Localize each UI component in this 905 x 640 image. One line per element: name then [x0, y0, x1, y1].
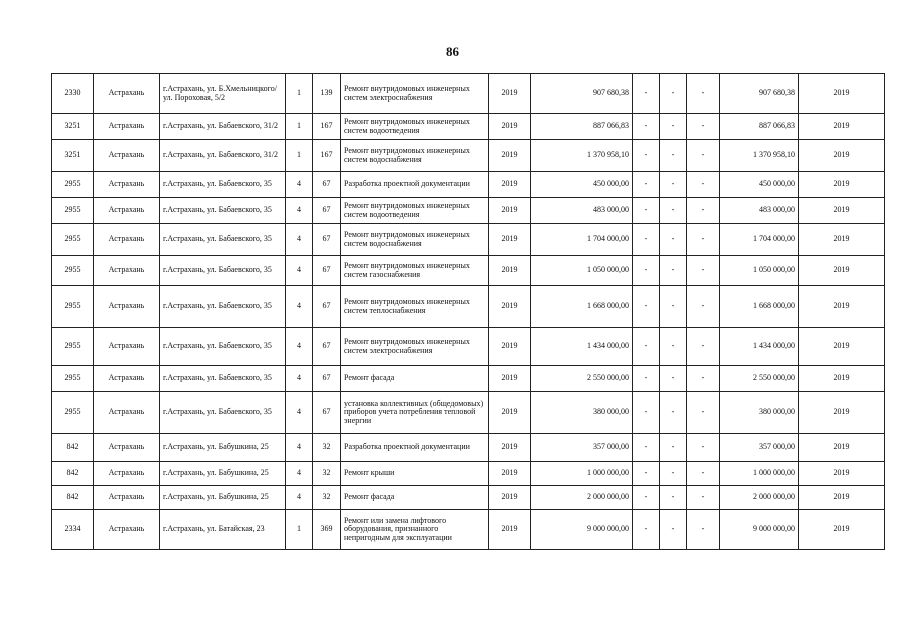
cost-cell: 1 704 000,00: [531, 224, 633, 256]
apartments-cell: 32: [313, 462, 341, 486]
address-cell: г.Астрахань, ул. Бабаевского, 31/2: [160, 140, 286, 172]
dash-cell: -: [687, 286, 720, 328]
dash-cell: -: [633, 172, 660, 198]
floors-cell: 1: [286, 140, 313, 172]
table-row: [52, 256, 885, 286]
work-type-cell: Разработка проектной документации: [341, 434, 489, 462]
floors-cell: 4: [286, 172, 313, 198]
dash-cell: -: [660, 286, 687, 328]
address-cell: г.Астрахань, ул. Бабушкина, 25: [160, 486, 286, 510]
floors-cell: 4: [286, 434, 313, 462]
cost-cell: 9 000 000,00: [531, 510, 633, 550]
address-cell: г.Астрахань, ул. Бабаевского, 35: [160, 172, 286, 198]
cost-cell: 2 550 000,00: [531, 366, 633, 392]
page-number: 86: [446, 44, 459, 59]
apartments-cell: 369: [313, 510, 341, 550]
apartments-cell: 67: [313, 198, 341, 224]
table-row: [52, 74, 885, 114]
year-cell: 2019: [489, 486, 531, 510]
dash-cell: -: [687, 434, 720, 462]
apartments-cell: 32: [313, 434, 341, 462]
work-type-cell: Ремонт фасада: [341, 366, 489, 392]
apartments-cell: 67: [313, 392, 341, 434]
total-cost-cell: 380 000,00: [720, 392, 799, 434]
work-type-cell: Ремонт внутридомовых инженерных систем электроснабжения: [341, 74, 489, 114]
dash-cell: -: [687, 224, 720, 256]
city-cell: Астрахань: [94, 366, 160, 392]
dash-cell: -: [633, 140, 660, 172]
end-year-cell: 2019: [799, 114, 885, 140]
work-type-cell: Ремонт внутридомовых инженерных систем теплоснабжения: [341, 286, 489, 328]
work-type-cell: Ремонт фасада: [341, 486, 489, 510]
city-cell: Астрахань: [94, 392, 160, 434]
dash-cell: -: [633, 462, 660, 486]
total-cost-cell: 907 680,38: [720, 74, 799, 114]
year-cell: 2019: [489, 114, 531, 140]
apartments-cell: 32: [313, 486, 341, 510]
cost-cell: 357 000,00: [531, 434, 633, 462]
row-id: 3251: [52, 114, 94, 140]
work-type-cell: Разработка проектной документации: [341, 172, 489, 198]
row-id: 2955: [52, 366, 94, 392]
end-year-cell: 2019: [799, 224, 885, 256]
city-cell: Астрахань: [94, 286, 160, 328]
total-cost-cell: 2 000 000,00: [720, 486, 799, 510]
end-year-cell: 2019: [799, 462, 885, 486]
dash-cell: -: [660, 392, 687, 434]
work-type-cell: установка коллективных (общедомовых) приборов учета потребления тепловой энергии: [341, 392, 489, 434]
apartments-cell: 67: [313, 224, 341, 256]
row-id: 2955: [52, 328, 94, 366]
year-cell: 2019: [489, 434, 531, 462]
work-type-cell: Ремонт внутридомовых инженерных систем водоотведения: [341, 198, 489, 224]
cost-cell: 1 370 958,10: [531, 140, 633, 172]
city-cell: Астрахань: [94, 140, 160, 172]
address-cell: г.Астрахань, ул. Бабушкина, 25: [160, 462, 286, 486]
total-cost-cell: 2 550 000,00: [720, 366, 799, 392]
end-year-cell: 2019: [799, 486, 885, 510]
total-cost-cell: 1 668 000,00: [720, 286, 799, 328]
total-cost-cell: 1 704 000,00: [720, 224, 799, 256]
cost-cell: 483 000,00: [531, 198, 633, 224]
year-cell: 2019: [489, 286, 531, 328]
apartments-cell: 67: [313, 328, 341, 366]
table-row: [52, 286, 885, 328]
end-year-cell: 2019: [799, 328, 885, 366]
address-cell: г.Астрахань, ул. Бабаевского, 35: [160, 366, 286, 392]
row-id: 3251: [52, 140, 94, 172]
table-row: [52, 198, 885, 224]
dash-cell: -: [660, 74, 687, 114]
row-id: 2955: [52, 256, 94, 286]
address-cell: г.Астрахань, ул. Бабаевского, 31/2: [160, 114, 286, 140]
floors-cell: 1: [286, 510, 313, 550]
end-year-cell: 2019: [799, 198, 885, 224]
year-cell: 2019: [489, 74, 531, 114]
cost-cell: 907 680,38: [531, 74, 633, 114]
city-cell: Астрахань: [94, 462, 160, 486]
dash-cell: -: [687, 486, 720, 510]
work-type-cell: Ремонт внутридомовых инженерных систем водоснабжения: [341, 224, 489, 256]
dash-cell: -: [687, 366, 720, 392]
dash-cell: -: [660, 172, 687, 198]
total-cost-cell: 450 000,00: [720, 172, 799, 198]
cost-cell: 2 000 000,00: [531, 486, 633, 510]
dash-cell: -: [687, 198, 720, 224]
table-row: [52, 366, 885, 392]
dash-cell: -: [633, 224, 660, 256]
address-cell: г.Астрахань, ул. Бабаевского, 35: [160, 256, 286, 286]
table-row: [52, 510, 885, 550]
dash-cell: -: [687, 462, 720, 486]
city-cell: Астрахань: [94, 434, 160, 462]
dash-cell: -: [633, 256, 660, 286]
end-year-cell: 2019: [799, 74, 885, 114]
address-cell: г.Астрахань, ул. Б.Хмельницкого/ул. Пороховая, 5/2: [160, 74, 286, 114]
work-type-cell: Ремонт внутридомовых инженерных систем водоотведения: [341, 114, 489, 140]
cost-cell: 1 668 000,00: [531, 286, 633, 328]
floors-cell: 4: [286, 224, 313, 256]
city-cell: Астрахань: [94, 114, 160, 140]
dash-cell: -: [633, 286, 660, 328]
year-cell: 2019: [489, 140, 531, 172]
total-cost-cell: 1 370 958,10: [720, 140, 799, 172]
apartments-cell: 167: [313, 114, 341, 140]
row-id: 2955: [52, 392, 94, 434]
dash-cell: -: [660, 224, 687, 256]
dash-cell: -: [687, 140, 720, 172]
dash-cell: -: [660, 366, 687, 392]
city-cell: Астрахань: [94, 510, 160, 550]
dash-cell: -: [633, 74, 660, 114]
dash-cell: -: [660, 462, 687, 486]
dash-cell: -: [687, 392, 720, 434]
cost-cell: 450 000,00: [531, 172, 633, 198]
table-row: [52, 486, 885, 510]
dash-cell: -: [660, 198, 687, 224]
table-row: [52, 114, 885, 140]
work-type-cell: Ремонт крыши: [341, 462, 489, 486]
city-cell: Астрахань: [94, 328, 160, 366]
end-year-cell: 2019: [799, 434, 885, 462]
dash-cell: -: [687, 256, 720, 286]
city-cell: Астрахань: [94, 486, 160, 510]
apartments-cell: 67: [313, 366, 341, 392]
city-cell: Астрахань: [94, 198, 160, 224]
end-year-cell: 2019: [799, 140, 885, 172]
end-year-cell: 2019: [799, 510, 885, 550]
total-cost-cell: 887 066,83: [720, 114, 799, 140]
dash-cell: -: [633, 328, 660, 366]
address-cell: г.Астрахань, ул. Бабаевского, 35: [160, 328, 286, 366]
apartments-cell: 167: [313, 140, 341, 172]
address-cell: г.Астрахань, ул. Бабушкина, 25: [160, 434, 286, 462]
floors-cell: 4: [286, 366, 313, 392]
row-id: 2955: [52, 172, 94, 198]
year-cell: 2019: [489, 198, 531, 224]
table-row: [52, 462, 885, 486]
year-cell: 2019: [489, 172, 531, 198]
end-year-cell: 2019: [799, 366, 885, 392]
city-cell: Астрахань: [94, 172, 160, 198]
address-cell: г.Астрахань, ул. Батайская, 23: [160, 510, 286, 550]
total-cost-cell: 1 000 000,00: [720, 462, 799, 486]
table-row: [52, 434, 885, 462]
dash-cell: -: [633, 366, 660, 392]
city-cell: Астрахань: [94, 224, 160, 256]
row-id: 2955: [52, 286, 94, 328]
address-cell: г.Астрахань, ул. Бабаевского, 35: [160, 198, 286, 224]
dash-cell: -: [633, 392, 660, 434]
dash-cell: -: [660, 114, 687, 140]
row-id: 842: [52, 462, 94, 486]
table-row: [52, 328, 885, 366]
year-cell: 2019: [489, 224, 531, 256]
row-id: 2955: [52, 224, 94, 256]
total-cost-cell: 1 050 000,00: [720, 256, 799, 286]
row-id: 842: [52, 486, 94, 510]
floors-cell: 4: [286, 256, 313, 286]
table-row: [52, 140, 885, 172]
floors-cell: 4: [286, 198, 313, 224]
dash-cell: -: [660, 328, 687, 366]
floors-cell: 4: [286, 286, 313, 328]
city-cell: Астрахань: [94, 256, 160, 286]
apartments-cell: 139: [313, 74, 341, 114]
dash-cell: -: [660, 256, 687, 286]
dash-cell: -: [687, 328, 720, 366]
apartments-cell: 67: [313, 172, 341, 198]
year-cell: 2019: [489, 510, 531, 550]
dash-cell: -: [633, 198, 660, 224]
floors-cell: 1: [286, 114, 313, 140]
address-cell: г.Астрахань, ул. Бабаевского, 35: [160, 224, 286, 256]
table-row: [52, 392, 885, 434]
work-type-cell: Ремонт внутридомовых инженерных систем водоснабжения: [341, 140, 489, 172]
cost-cell: 1 434 000,00: [531, 328, 633, 366]
year-cell: 2019: [489, 366, 531, 392]
cost-cell: 380 000,00: [531, 392, 633, 434]
row-id: 2330: [52, 74, 94, 114]
work-type-cell: Ремонт внутридомовых инженерных систем электроснабжения: [341, 328, 489, 366]
dash-cell: -: [633, 486, 660, 510]
row-id: 842: [52, 434, 94, 462]
year-cell: 2019: [489, 462, 531, 486]
table-row: [52, 172, 885, 198]
dash-cell: -: [660, 510, 687, 550]
end-year-cell: 2019: [799, 286, 885, 328]
city-cell: Астрахань: [94, 74, 160, 114]
dash-cell: -: [633, 114, 660, 140]
dash-cell: -: [633, 510, 660, 550]
dash-cell: -: [660, 486, 687, 510]
capital-repair-table: [51, 73, 885, 550]
row-id: 2334: [52, 510, 94, 550]
dash-cell: -: [687, 172, 720, 198]
year-cell: 2019: [489, 328, 531, 366]
floors-cell: 4: [286, 462, 313, 486]
dash-cell: -: [633, 434, 660, 462]
total-cost-cell: 9 000 000,00: [720, 510, 799, 550]
total-cost-cell: 357 000,00: [720, 434, 799, 462]
row-id: 2955: [52, 198, 94, 224]
apartments-cell: 67: [313, 286, 341, 328]
address-cell: г.Астрахань, ул. Бабаевского, 35: [160, 286, 286, 328]
work-type-cell: Ремонт внутридомовых инженерных систем газоснабжения: [341, 256, 489, 286]
cost-cell: 1 050 000,00: [531, 256, 633, 286]
end-year-cell: 2019: [799, 172, 885, 198]
end-year-cell: 2019: [799, 256, 885, 286]
year-cell: 2019: [489, 256, 531, 286]
cost-cell: 1 000 000,00: [531, 462, 633, 486]
total-cost-cell: 1 434 000,00: [720, 328, 799, 366]
floors-cell: 4: [286, 486, 313, 510]
total-cost-cell: 483 000,00: [720, 198, 799, 224]
dash-cell: -: [687, 114, 720, 140]
floors-cell: 1: [286, 74, 313, 114]
dash-cell: -: [660, 434, 687, 462]
table-row: [52, 224, 885, 256]
dash-cell: -: [687, 510, 720, 550]
address-cell: г.Астрахань, ул. Бабаевского, 35: [160, 392, 286, 434]
dash-cell: -: [660, 140, 687, 172]
cost-cell: 887 066,83: [531, 114, 633, 140]
dash-cell: -: [687, 74, 720, 114]
work-type-cell: Ремонт или замена лифтового оборудования, признанного непригодным для эксплуатации: [341, 510, 489, 550]
apartments-cell: 67: [313, 256, 341, 286]
year-cell: 2019: [489, 392, 531, 434]
floors-cell: 4: [286, 328, 313, 366]
floors-cell: 4: [286, 392, 313, 434]
end-year-cell: 2019: [799, 392, 885, 434]
